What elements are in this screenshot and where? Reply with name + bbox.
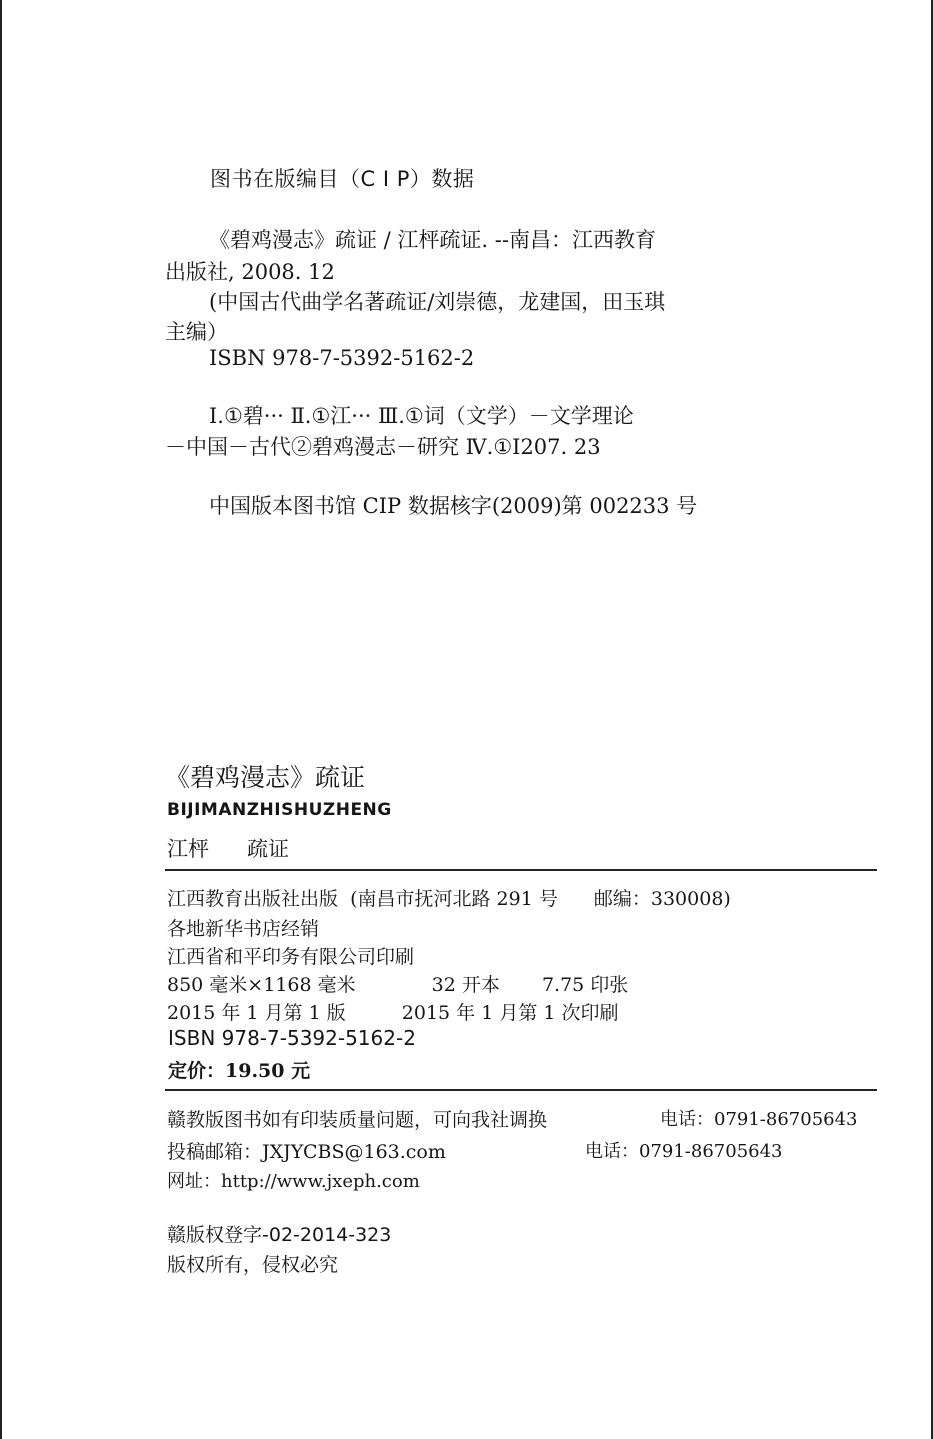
publisher-address: (南昌市抚河北路 291 号 <box>350 888 558 910</box>
quality-notice: 赣教版图书如有印装质量问题，可向我社调换 <box>167 1109 548 1131</box>
cip-heading: 图书在版编目（C I P）数据 <box>210 167 475 191</box>
cip-subject-line1: Ⅰ.①碧··· Ⅱ.①江··· Ⅲ.①词（文学）－文学理论 <box>209 404 634 428</box>
publisher: 江西教育出版社出版 <box>167 888 339 910</box>
book-role: 疏证 <box>247 837 289 861</box>
copyright-registration: 赣版权登字-02-2014-323 <box>167 1224 392 1246</box>
book-pinyin: BIJIMANZHISHUZHENG <box>167 800 392 820</box>
publisher-line <box>167 884 731 911</box>
printer: 江西省和平印务有限公司印刷 <box>167 946 415 968</box>
cip-isbn: ISBN 978-7-5392-5162-2 <box>209 346 475 370</box>
website[interactable]: 网址：http://www.jxeph.com <box>167 1171 420 1192</box>
book-format: 32 开本 <box>431 974 500 996</box>
printing: 2015 年 1 月第 1 次印刷 <box>401 1002 619 1024</box>
cip-subject-line2: －中国－古代②碧鸡漫志－研究 Ⅳ.①I207. 23 <box>165 435 601 459</box>
print-sheets: 7.75 印张 <box>541 974 629 996</box>
book-title: 《碧鸡漫志》疏证 <box>165 763 366 792</box>
phone-2: 电话：0791-86705643 <box>585 1141 783 1162</box>
book-author-line <box>167 833 289 863</box>
submission-email[interactable]: 投稿邮箱：JXJYCBS@163.com <box>167 1141 446 1163</box>
edition-line <box>167 998 619 1025</box>
price: 定价：19.50 元 <box>168 1060 311 1082</box>
edition: 2015 年 1 月第 1 版 <box>167 1002 346 1024</box>
copyright-rights: 版权所有，侵权必究 <box>167 1254 339 1276</box>
cip-series-line2: 主编） <box>165 320 228 344</box>
publisher-postcode: 邮编：330008) <box>593 888 731 910</box>
cip-library-record: 中国版本图书馆 CIP 数据核字(2009)第 002233 号 <box>209 494 698 518</box>
paper-size: 850 毫米×1168 毫米 <box>167 974 356 996</box>
cip-title-line1: 《碧鸡漫志》疏证 / 江枰疏证. --南昌：江西教育 <box>209 228 656 252</box>
cip-title-line2: 出版社, 2008. 12 <box>165 260 335 284</box>
book-author: 江枰 <box>167 837 209 861</box>
divider-bottom <box>165 1089 877 1091</box>
phone-1: 电话：0791-86705643 <box>660 1109 858 1130</box>
specs-line <box>167 970 628 997</box>
divider-top <box>165 869 877 871</box>
distributor: 各地新华书店经销 <box>167 918 320 940</box>
isbn: ISBN 978-7-5392-5162-2 <box>168 1026 416 1050</box>
cip-series-line1: (中国古代曲学名著疏证/刘崇德，龙建国，田玉琪 <box>209 290 666 314</box>
